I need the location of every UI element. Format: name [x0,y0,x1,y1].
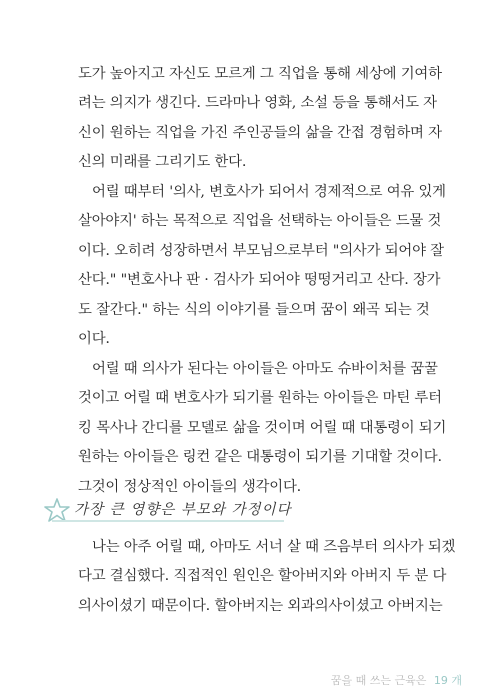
text-line: 신의 미래를 그리기도 한다. [78,154,247,171]
text-line: 킹 목사나 간디를 모델로 삶을 것이며 어릴 때 대통령이 되기 [78,419,447,436]
text-line: 것이고 어릴 때 변호사가 되기를 원하는 아이들은 마틴 루터 [78,390,442,407]
text-line: 신이 원하는 직업을 가진 주인공들의 삶을 간접 경험하며 자 [78,124,442,141]
paragraph-3 [78,355,447,502]
text-line: 살아야지' 하는 목적으로 직업을 선택하는 아이들은 드물 것 [78,213,442,230]
text-line: 의사이셨기 때문이다. 할아버지는 외과의사이셨고 아버지는 [78,597,443,614]
heading-underline [52,520,284,522]
star-icon [44,498,70,522]
text-line: 도가 높아지고 자신도 모르게 그 직업을 통해 세상에 기여하 [78,66,442,82]
text-line: 어릴 때 의사가 된다는 아이들은 아마도 슈바이처를 꿈꿀 [92,361,438,377]
text-line: 다고 결심했다. 직접적인 원인은 할아버지와 아버지 두 분 다 [78,568,447,585]
page-number: 19 개 [433,674,462,687]
text-line: 려는 의지가 생긴다. 드라마나 영화, 소설 등을 통해서도 자 [78,95,437,112]
paragraph-4 [78,533,456,621]
paragraph-2 [78,178,446,354]
text-line: 나는 아주 어릴 때, 아마도 서너 살 때 즈음부터 의사가 되겠 [92,539,456,555]
text-line: 도 잘간다." 하는 식의 이야기를 들으며 꿈이 왜곡 되는 것 [78,301,430,318]
section-heading [44,496,294,524]
page-footer [331,672,462,688]
text-line: 이다. [78,331,110,348]
text-line: 어릴 때부터 '의사, 변호사가 되어서 경제적으로 여유 있게 [92,184,446,200]
text-line: 원하는 아이들은 링컨 같은 대통령이 되기를 기대할 것이다. [78,449,442,466]
text-line: 그것이 정상적인 아이들의 생각이다. [78,478,302,495]
text-line: 이다. 오히려 성장하면서 부모님으로부터 "의사가 되어야 잘 [78,242,444,259]
text-line: 산다." "변호사나 판 · 검사가 되어야 떵떵거리고 산다. 장가 [78,272,441,289]
running-title: 꿈을 때 쓰는 근육은 [330,674,427,687]
paragraph-1 [78,60,442,178]
section-heading-text: 가장 큰 영향은 부모와 가정이다 [74,502,292,518]
